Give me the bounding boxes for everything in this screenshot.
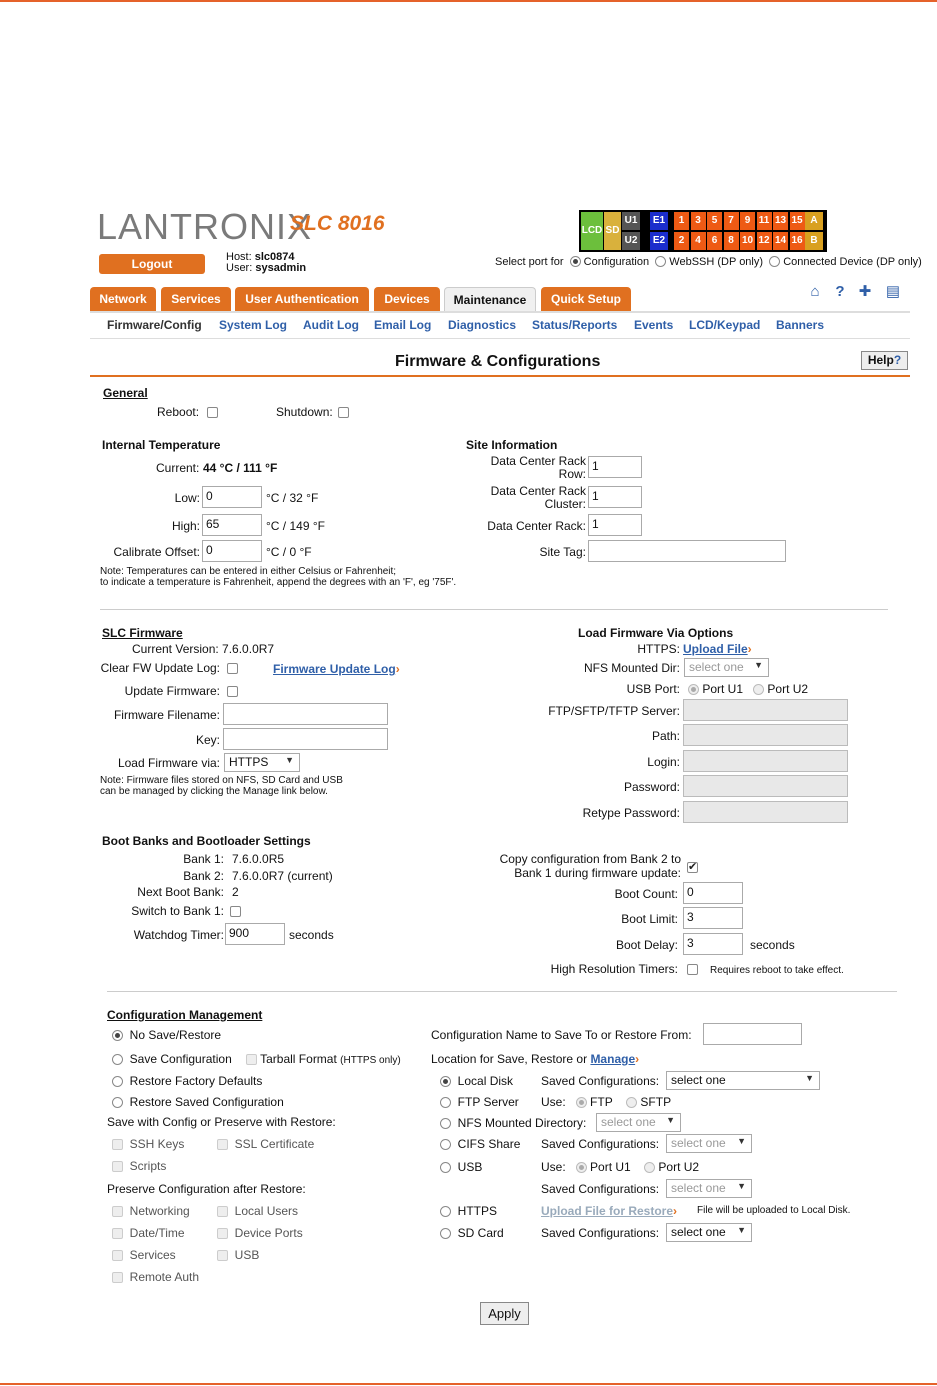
subtab-diagnostics[interactable]: Diagnostics	[448, 318, 517, 332]
boot-delay-label: Boot Delay:	[615, 938, 678, 952]
firmware-update-log-link[interactable]: Firmware Update Log	[273, 662, 396, 676]
low-temp-conversion: °C / 32 °F	[266, 491, 319, 505]
local-users-label: Local Users	[234, 1204, 299, 1218]
shutdown-label: Shutdown:	[276, 405, 333, 419]
https-loc-label: HTTPS	[457, 1204, 498, 1218]
login-input[interactable]	[683, 750, 848, 772]
device-ports-label: Device Ports	[234, 1226, 303, 1240]
load-firmware-via-label: Load Firmware via:	[117, 756, 220, 770]
update-firmware-checkbox[interactable]	[227, 686, 238, 697]
path-label: Path:	[651, 729, 680, 743]
tarball-note: (HTTPS only)	[340, 1055, 401, 1066]
ssl-cert-checkbox[interactable]	[217, 1139, 228, 1150]
port-status-grid	[579, 210, 827, 252]
scripts-label: Scripts	[129, 1159, 167, 1173]
tab-maintenance[interactable]: Maintenance	[444, 287, 536, 312]
site-tag-label: Site Tag:	[539, 545, 586, 559]
no-save-radio[interactable]	[112, 1030, 123, 1041]
usb-port-u2-radio[interactable]	[753, 684, 764, 695]
calibrate-offset-input[interactable]: 0	[202, 540, 262, 562]
port-14[interactable]: 14	[773, 232, 788, 250]
restore-factory-radio[interactable]	[112, 1076, 123, 1087]
copy-config-checkbox[interactable]	[687, 862, 698, 873]
nfs-dir-radio[interactable]	[440, 1118, 451, 1129]
subtab-system-log[interactable]: System Log	[219, 318, 288, 332]
select-port-for	[495, 256, 922, 268]
separator-2	[107, 991, 897, 992]
firmware-filename-input[interactable]	[223, 703, 388, 725]
datetime-checkbox[interactable]	[112, 1228, 123, 1239]
port-8[interactable]: 8	[724, 232, 739, 250]
rack-row-label	[466, 455, 586, 481]
boot-limit-label: Boot Limit:	[621, 912, 678, 926]
local-users-checkbox[interactable]	[217, 1206, 228, 1217]
sd-card-radio[interactable]	[440, 1228, 451, 1239]
clear-fw-log-checkbox[interactable]	[227, 663, 238, 674]
separator-1	[100, 609, 888, 610]
shutdown-checkbox[interactable]	[338, 407, 349, 418]
radio-connected-device-label: Connected Device (DP only)	[783, 256, 922, 268]
help-button-label: Help	[867, 353, 894, 367]
location-label: Location for Save, Restore or	[431, 1052, 588, 1066]
local-disk-radio[interactable]	[440, 1076, 451, 1087]
rack-row-input[interactable]: 1	[588, 456, 642, 478]
temperature-heading: Internal Temperature	[102, 438, 221, 452]
boot-delay-unit: seconds	[750, 938, 795, 952]
chevron-right-icon: ›	[747, 642, 752, 656]
tab-network[interactable]: Network	[90, 287, 156, 311]
networking-checkbox[interactable]	[112, 1206, 123, 1217]
radio-webssh[interactable]	[655, 256, 666, 267]
boot-count-input[interactable]: 0	[683, 882, 743, 904]
port-e2[interactable]: E2	[650, 232, 668, 250]
apply-button[interactable]: Apply	[480, 1302, 529, 1325]
retype-password-label: Retype Password:	[582, 806, 680, 820]
next-boot-bank-label: Next Boot Bank:	[137, 885, 224, 899]
site-info-heading: Site Information	[466, 438, 558, 452]
saved-configs-local-value: select one	[671, 1073, 726, 1087]
no-save-label: No Save/Restore	[129, 1028, 222, 1042]
saved-configs-cifs-value: select one	[671, 1136, 726, 1150]
tab-devices[interactable]: Devices	[374, 287, 440, 311]
nfs-mounted-dir-select[interactable]	[684, 658, 769, 677]
rack-label: Data Center Rack:	[487, 519, 586, 533]
port-7[interactable]: 7	[724, 212, 739, 230]
port-16[interactable]: 16	[790, 232, 805, 250]
config-mgmt-heading: Configuration Management	[107, 1008, 263, 1022]
tab-services[interactable]: Services	[161, 287, 231, 311]
boot-count-label: Boot Count:	[614, 887, 678, 901]
switch-bank-checkbox[interactable]	[230, 906, 241, 917]
firmware-note-2: can be managed by clicking the Manage link below.	[100, 786, 328, 797]
hrt-checkbox[interactable]	[687, 964, 698, 975]
load-firmware-via-value: HTTPS	[229, 755, 269, 769]
cifs-label: CIFS Share	[457, 1137, 521, 1151]
port-6[interactable]: 6	[707, 232, 722, 250]
radio-webssh-label: WebSSH (DP only)	[669, 256, 764, 268]
update-firmware-label: Update Firmware:	[124, 684, 220, 698]
ftp-server-label: FTP/SFTP/TFTP Server:	[548, 704, 680, 718]
chevron-right-icon: ›	[635, 1052, 640, 1066]
firmware-note-1: Note: Firmware files stored on NFS, SD Card and USB	[100, 775, 343, 786]
page-title: Firmware & Configurations	[395, 353, 601, 370]
services-label: Services	[129, 1248, 176, 1262]
copy-config-label-2: Bank 1 during firmware update:	[514, 866, 681, 880]
port-a[interactable]: A	[805, 212, 823, 230]
saved-configs-cifs-select[interactable]	[666, 1134, 752, 1153]
subtab-firmware-config[interactable]: Firmware/Config	[107, 318, 202, 332]
user-label: User:	[226, 262, 253, 274]
home-icon[interactable]: ⌂	[810, 283, 820, 300]
password-input[interactable]	[683, 775, 848, 797]
help-button[interactable]	[861, 351, 908, 370]
usb-loc-label: USB	[457, 1160, 483, 1174]
watchdog-timer-unit: seconds	[289, 928, 334, 942]
port-sd[interactable]: SD	[604, 212, 621, 250]
saved-configs-label-sd: Saved Configurations:	[541, 1226, 660, 1240]
temperature-note-2: to indicate a temperature is Fahrenheit, append the degrees with an 'F', eg '75F'.	[100, 577, 457, 588]
dropdown-arrow-icon: ▼	[737, 1225, 746, 1235]
port-lcd[interactable]: LCD	[581, 212, 603, 250]
restore-saved-radio[interactable]	[112, 1097, 123, 1108]
chevron-right-icon: ›	[673, 1204, 678, 1218]
product-name: SLC 8016	[290, 212, 385, 235]
copy-config-label-1: Copy configuration from Bank 2 to	[499, 852, 681, 866]
load-options-heading: Load Firmware Via Options	[578, 626, 734, 640]
rack-cluster-label	[466, 485, 586, 511]
https-label: HTTPS:	[637, 642, 680, 656]
reboot-checkbox[interactable]	[207, 407, 218, 418]
document-icon[interactable]: ▤	[885, 283, 901, 300]
https-loc-radio[interactable]	[440, 1206, 451, 1217]
save-config-label: Save Configuration	[129, 1052, 232, 1066]
port-3[interactable]: 3	[691, 212, 706, 230]
bank1-label: Bank 1:	[183, 852, 224, 866]
watchdog-timer-label: Watchdog Timer:	[133, 928, 224, 942]
slc-firmware-heading: SLC Firmware	[102, 626, 183, 640]
tarball-label: Tarball Format	[260, 1052, 337, 1066]
port-9[interactable]: 9	[740, 212, 755, 230]
host-value: slc0874	[254, 251, 295, 263]
user-value: sysadmin	[255, 262, 307, 274]
sftp-label: SFTP	[640, 1095, 672, 1109]
rack-cluster-label-2: Cluster:	[544, 497, 586, 511]
usb-loc-u1-label: Port U1	[590, 1160, 631, 1174]
usb-port-u1-label: Port U1	[702, 682, 744, 696]
usb-use-label: Use:	[541, 1160, 566, 1174]
dropdown-arrow-icon: ▼	[805, 1073, 814, 1083]
subtab-events[interactable]: Events	[634, 318, 674, 332]
subtab-lcd-keypad[interactable]: LCD/Keypad	[689, 318, 761, 332]
config-name-input[interactable]	[703, 1023, 802, 1045]
retype-password-input[interactable]	[683, 801, 848, 823]
nfs-mounted-dir-label: NFS Mounted Dir:	[583, 661, 680, 675]
sd-card-label: SD Card	[457, 1226, 504, 1240]
usb-preserve-label: USB	[234, 1248, 260, 1262]
remote-auth-label: Remote Auth	[129, 1270, 200, 1284]
port-12[interactable]: 12	[757, 232, 772, 250]
save-config-radio[interactable]	[112, 1054, 123, 1065]
path-input[interactable]	[683, 724, 848, 746]
temperature-note-1: Note: Temperatures can be entered in either Celsius or Fahrenheit;	[100, 566, 397, 577]
rack-cluster-input[interactable]: 1	[588, 486, 642, 508]
restore-factory-label: Restore Factory Defaults	[129, 1074, 263, 1088]
subtab-audit-log[interactable]: Audit Log	[303, 318, 359, 332]
boot-delay-input[interactable]: 3	[683, 933, 743, 955]
radio-configuration-label: Configuration	[583, 256, 650, 268]
general-heading: General	[103, 386, 148, 400]
high-temp-label: High:	[171, 519, 200, 533]
site-tag-input[interactable]	[588, 540, 786, 562]
port-u1[interactable]: U1	[622, 212, 640, 230]
current-temp-label: Current:	[156, 461, 200, 475]
upload-file-link[interactable]: Upload File	[683, 642, 748, 656]
reboot-label: Reboot:	[157, 405, 200, 419]
load-firmware-via-select[interactable]	[224, 753, 300, 772]
saved-configs-label-cifs: Saved Configurations:	[541, 1137, 660, 1151]
saved-configs-label-local: Saved Configurations:	[541, 1074, 660, 1088]
sftp-radio[interactable]	[626, 1097, 637, 1108]
saved-configs-local-select[interactable]	[666, 1071, 820, 1090]
high-temp-conversion: °C / 149 °F	[266, 519, 325, 533]
port-5[interactable]: 5	[707, 212, 722, 230]
radio-configuration[interactable]	[570, 256, 581, 267]
upload-note: File will be uploaded to Local Disk.	[697, 1205, 851, 1216]
nfs-dir-select[interactable]	[596, 1113, 681, 1132]
help-question-icon[interactable]: ?	[835, 283, 845, 300]
usb-loc-u2-radio[interactable]	[644, 1162, 655, 1173]
nfs-dir-label: NFS Mounted Directory:	[457, 1116, 587, 1130]
dropdown-arrow-icon: ▼	[666, 1115, 675, 1125]
saved-configs-usb-select[interactable]	[666, 1179, 752, 1198]
ftp-server-radio[interactable]	[440, 1097, 451, 1108]
key-label: Key:	[195, 733, 220, 747]
password-label: Password:	[623, 780, 680, 794]
title-underline	[90, 375, 910, 377]
port-2[interactable]: 2	[674, 232, 689, 250]
bank2-label: Bank 2:	[183, 869, 224, 883]
tarball-checkbox[interactable]	[246, 1054, 257, 1065]
boot-banks-heading: Boot Banks and Bootloader Settings	[102, 834, 311, 848]
usb-port-u1-radio[interactable]	[688, 684, 699, 695]
boot-limit-input[interactable]: 3	[683, 907, 743, 929]
ftp-server-loc-label: FTP Server	[457, 1095, 519, 1109]
host-info	[226, 252, 306, 274]
bottom-rule	[0, 1383, 937, 1385]
scripts-checkbox[interactable]	[112, 1161, 123, 1172]
preserve-label: Preserve Configuration after Restore:	[107, 1182, 306, 1196]
subtab-status-reports[interactable]: Status/Reports	[532, 318, 618, 332]
usb-preserve-checkbox[interactable]	[217, 1250, 228, 1261]
usb-loc-radio[interactable]	[440, 1162, 451, 1173]
bank1-value: 7.6.0.0R5	[232, 852, 285, 866]
restore-saved-label: Restore Saved Configuration	[129, 1095, 284, 1109]
help-icon: ?	[893, 353, 902, 367]
ssl-cert-label: SSL Certificate	[234, 1137, 315, 1151]
radio-connected-device[interactable]	[769, 256, 780, 267]
clear-fw-log-label: Clear FW Update Log:	[100, 661, 220, 675]
hrt-label: High Resolution Timers:	[550, 962, 678, 976]
nfs-dir-value: select one	[601, 1115, 656, 1129]
select-port-label: Select port for	[495, 256, 564, 268]
saved-configs-usb-value: select one	[671, 1181, 726, 1195]
dropdown-arrow-icon: ▼	[737, 1136, 746, 1146]
ssh-keys-checkbox[interactable]	[112, 1139, 123, 1150]
key-input[interactable]	[223, 728, 388, 750]
cifs-radio[interactable]	[440, 1139, 451, 1150]
saved-configs-sd-value: select one	[671, 1225, 726, 1239]
subtab-email-log[interactable]: Email Log	[374, 318, 432, 332]
top-rule	[0, 0, 937, 2]
save-with-label: Save with Config or Preserve with Restore:	[107, 1115, 336, 1129]
watchdog-timer-input[interactable]: 900	[225, 923, 285, 945]
tab-quick-setup[interactable]: Quick Setup	[541, 287, 631, 311]
subtab-banners[interactable]: Banners	[776, 318, 825, 332]
remote-auth-checkbox[interactable]	[112, 1272, 123, 1283]
login-label: Login:	[647, 755, 680, 769]
ftp-label: FTP	[590, 1095, 613, 1109]
rack-cluster-label-1: Data Center Rack	[490, 484, 586, 498]
port-15[interactable]: 15	[790, 212, 805, 230]
ssh-keys-label: SSH Keys	[129, 1137, 185, 1151]
next-boot-bank-value: 2	[232, 885, 239, 899]
calibrate-offset-label: Calibrate Offset:	[113, 545, 200, 559]
port-10[interactable]: 10	[740, 232, 755, 250]
lantronix-logo: LANTRONIX	[97, 206, 313, 247]
bank2-value: 7.6.0.0R7 (current)	[232, 869, 333, 883]
hrt-note: Requires reboot to take effect.	[710, 965, 844, 976]
high-temp-input[interactable]: 65	[202, 514, 262, 536]
switch-bank-label: Switch to Bank 1:	[131, 904, 224, 918]
port-b[interactable]: B	[805, 232, 823, 250]
firmware-filename-label: Firmware Filename:	[113, 708, 220, 722]
dropdown-arrow-icon: ▼	[754, 660, 763, 670]
usb-port-label: USB Port:	[626, 682, 680, 696]
current-version: Current Version: 7.6.0.0R7	[132, 642, 275, 656]
device-ports-checkbox[interactable]	[217, 1228, 228, 1239]
config-name-label: Configuration Name to Save To or Restore From:	[431, 1028, 692, 1042]
ftp-radio[interactable]	[576, 1097, 587, 1108]
services-checkbox[interactable]	[112, 1250, 123, 1261]
port-13[interactable]: 13	[773, 212, 788, 230]
usb-loc-u1-radio[interactable]	[576, 1162, 587, 1173]
port-1[interactable]: 1	[674, 212, 689, 230]
low-temp-input[interactable]: 0	[202, 486, 262, 508]
rack-row-label-2: Row:	[558, 467, 586, 481]
sitemap-icon[interactable]: ✚	[858, 283, 872, 300]
dropdown-arrow-icon: ▼	[737, 1181, 746, 1191]
low-temp-label: Low:	[174, 491, 200, 505]
port-e1[interactable]: E1	[650, 212, 668, 230]
nfs-mounted-dir-value: select one	[689, 660, 744, 674]
current-temp-value: 44 °C / 111 °F	[203, 461, 278, 475]
copy-config-label	[470, 852, 681, 880]
saved-configs-sd-select[interactable]	[666, 1223, 752, 1242]
calibrate-offset-conversion: °C / 0 °F	[266, 545, 312, 559]
dropdown-arrow-icon: ▼	[285, 755, 294, 765]
ftp-use-label: Use:	[541, 1095, 566, 1109]
usb-loc-u2-label: Port U2	[658, 1160, 700, 1174]
tab-user-authentication[interactable]: User Authentication	[235, 287, 369, 311]
manage-link[interactable]: Manage	[590, 1052, 636, 1066]
logout-button[interactable]: Logout	[99, 254, 205, 274]
local-disk-label: Local Disk	[457, 1074, 514, 1088]
host-label: Host:	[226, 251, 252, 263]
port-u2[interactable]: U2	[622, 232, 640, 250]
port-11[interactable]: 11	[757, 212, 772, 230]
networking-label: Networking	[129, 1204, 190, 1218]
upload-restore-link[interactable]: Upload File for Restore	[541, 1204, 674, 1218]
rack-row-label-1: Data Center Rack	[490, 454, 586, 468]
saved-configs-label-usb: Saved Configurations:	[541, 1182, 660, 1196]
datetime-label: Date/Time	[129, 1226, 185, 1240]
chevron-right-icon: ›	[395, 662, 400, 676]
ftp-server-input[interactable]	[683, 699, 848, 721]
usb-port-u2-label: Port U2	[767, 682, 809, 696]
rack-input[interactable]: 1	[588, 514, 642, 536]
port-4[interactable]: 4	[691, 232, 706, 250]
